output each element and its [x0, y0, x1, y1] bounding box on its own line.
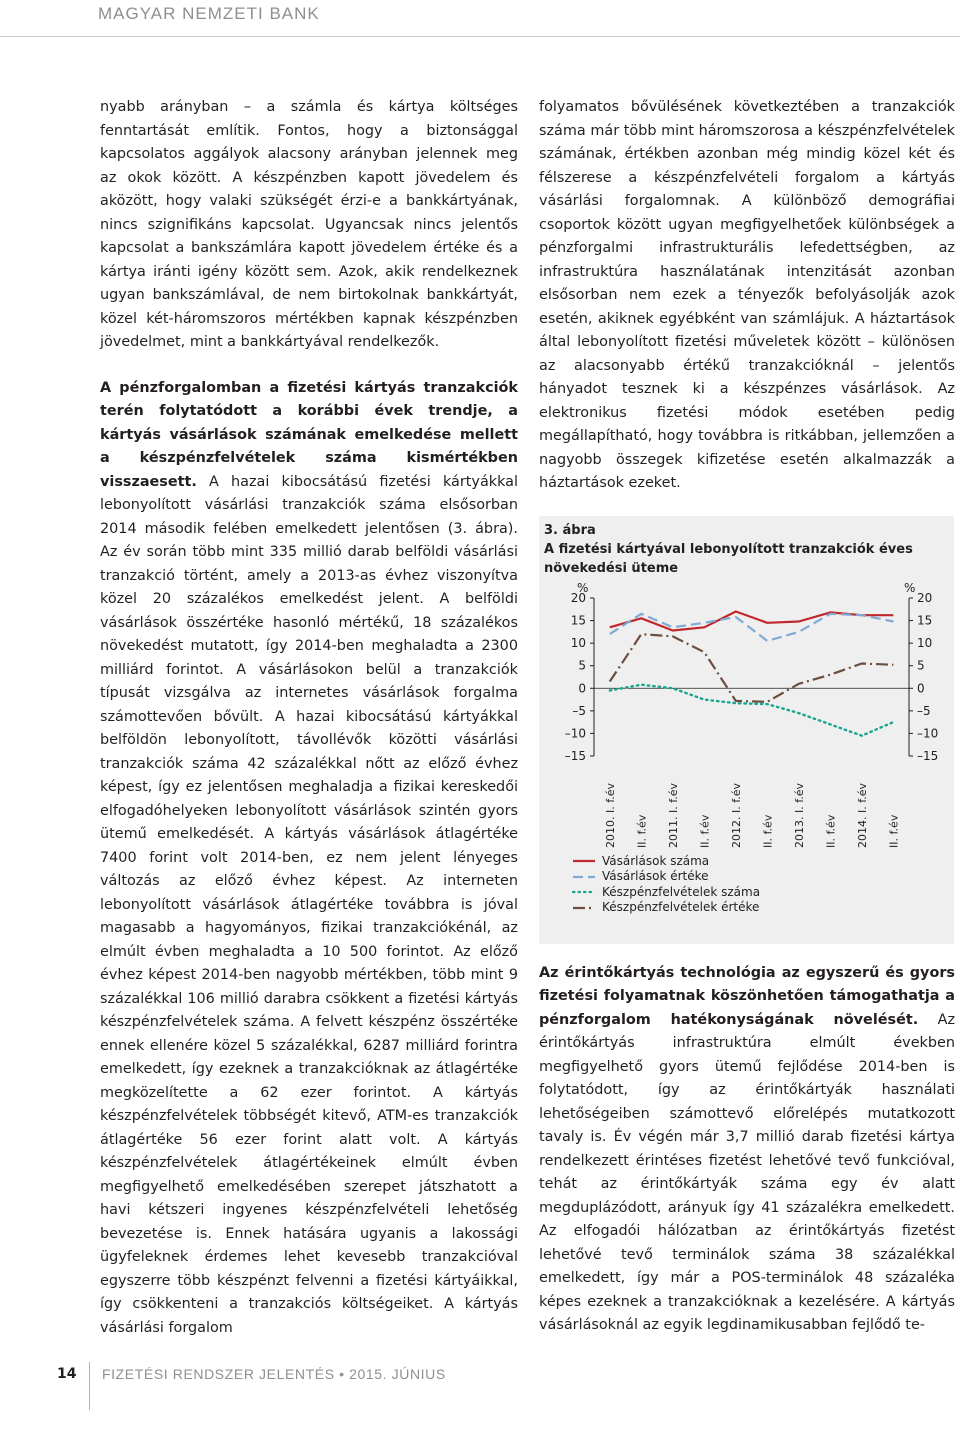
y-tick-label-left: 10: [570, 635, 586, 650]
figure-number: 3. ábra: [544, 522, 596, 538]
left-paragraph-1: nyabb arányban – a számla és kártya költséges fenntartását említik. Fontos, hogy a biztonsággal kapcsolatos aggályok alacsony arányban jelennek meg az okok között. A készpénzben kapott jövedelem és aközött, hogy valaki szükségét érzi-e a bankkártyának, nincs szignifikáns kapcsolat. Ugyancsak nincs jelentős kapcsolat a bankszámlára kapott jövedelem értéke és a kártya iránti igény között sem. Azok, akik rendelkeznek ugyan bankszámlával, de nem birtokolnak bankkártyát, közel két-háromszoros mértékben kapnak készpénzben jövedelmet, mint a bankkártyával rendelkezők.: [100, 99, 518, 350]
right-lead-sentence: Az érintőkártyás technológia az egyszerű és gyors fizetési folyamatnak köszönhetően támogathatja a pénzforgalom hatékonyságának növelését.: [539, 964, 955, 1028]
y-tick-label-right: 10: [917, 635, 933, 650]
series-line-4: [610, 634, 894, 702]
page-footer: [0, 1362, 960, 1412]
x-tick-label: 2013. I. f.év: [792, 782, 806, 848]
y-tick-label-right: 20: [917, 590, 933, 605]
y-tick-label-left: 15: [570, 613, 586, 628]
chart-legend: [572, 854, 760, 916]
series-line-3: [610, 684, 894, 735]
y-tick-label-left: 20: [570, 590, 586, 605]
paragraph-gap: [100, 355, 518, 377]
brand-name: MAGYAR NEMZETI BANK: [98, 4, 320, 23]
x-tick-label: 2014. I. f.év: [855, 782, 869, 848]
legend-item: [572, 885, 760, 901]
y-tick-label-left: –15: [564, 748, 586, 763]
x-tick-label: 2012. I. f.év: [729, 782, 743, 848]
y-tick-label-left: 5: [578, 658, 586, 673]
y-unit-left: %: [577, 580, 589, 595]
legend-swatch: [572, 903, 596, 913]
legend-item: [572, 869, 760, 885]
header-rule: [0, 36, 960, 37]
y-tick-label-right: –15: [917, 748, 939, 763]
left-lead-sentence: A pénzforgalomban a fizetési kártyás tranzakciók terén folytatódott a korábbi évek trendje, a kártyás vásárlások számának emelkedése mellett a készpénzfelvételek száma kismértékben visszaesett.: [100, 379, 518, 490]
left-column: [100, 96, 518, 1340]
y-tick-label-right: 5: [917, 658, 925, 673]
legend-label: Vásárlások száma: [602, 853, 710, 868]
x-tick-label: II. f.év: [887, 814, 901, 848]
legend-item: [572, 900, 760, 916]
page-header: [0, 0, 960, 38]
legend-label: Készpénzfelvételek értéke: [602, 900, 760, 914]
right-column: [539, 96, 955, 1338]
y-tick-label-left: 0: [578, 680, 586, 695]
y-unit-right: %: [904, 580, 916, 595]
page-number: 14: [57, 1366, 77, 1382]
growth-line-chart: [539, 574, 954, 854]
x-tick-label: II. f.év: [698, 814, 712, 848]
paragraph-gap: [539, 944, 955, 962]
x-tick-label: 2011. I. f.év: [666, 782, 680, 848]
footer-divider: [89, 1362, 90, 1410]
figure-3: [539, 516, 954, 944]
y-tick-label-right: 15: [917, 613, 933, 628]
y-tick-label-left: –5: [572, 703, 586, 718]
y-tick-label-left: –10: [564, 725, 586, 740]
x-tick-label: II. f.év: [824, 814, 838, 848]
legend-label: Készpénzfelvételek száma: [602, 884, 761, 899]
x-tick-label: II. f.év: [635, 814, 649, 848]
right-paragraph-2: [539, 962, 955, 1338]
y-tick-label-right: –5: [917, 703, 931, 718]
right-paragraph-1: folyamatos bővülésének következtében a tranzakciók száma már több mint háromszorosa a készpénzfelvételek számának, értékben azonban még mindig közel két és félszerese a készpénzfelvételi forgalom a kártyás vásárlási forgalomnak. A különböző demográfiai csoportok között ugyan megfigyelhetőek különbségek a pénzforgalmi infrastrukturális lefedettségben, az infrastruktúra használatának intenzitását azonban elsősorban nem ezek a tényezők befolyásolják azok esetén, akiknek egyébként van számlájuk. A háztartások által lebonyolított fizetési műveletek között – különösen az alacsonyabb értékű tranzakcióknál – jelentős hányadot tesznek ki a készpénzes vásárlások. Az elektronikus fizetési módok esetében pedig megállapítható, hogy továbbra is ritkábban, jellemzően a nagyobb összegek kifizetése esetén alkalmazzák a háztartások ezeket.: [539, 99, 955, 491]
legend-item: [572, 854, 760, 870]
left-paragraph-2: [100, 377, 518, 1341]
left-paragraph-2-body: A hazai kibocsátású fizetési kártyákkal lebonyolított vásárlási tranzakciók száma elsősorban 2014 második felében emelkedett jelentősen (3. ábra). Az év során több mint 335 millió darab belföldi vásárlási tranzakció történt, amely a 2013-as évhez viszonyítva közel 20 százalékos emelkedést jelent. A belföldi vásárlások összértéke hasonló mértékű, 18 százalékos növekedést mutatott, így 2014-ben meghaladta a 2300 milliárd forintot. A vásárlásokon belül a tranzakciók típusát vizsgálva az internetes vásárlások forgalma számottevően bővült. A hazai kibocsátású kártyákkal belföldön lebonyolított, távollévők közötti vásárlási tranzakciók száma 42 százalékkal nőtt az előző évhez képest, így ez jelentősen meghaladja a fizikai kereskedői elfogadóhelyeken lebonyolított vásárlások szintén gyors ütemű emelkedését. A kártyás vásárlások átlagértéke 7400 forint volt 2014-ben, ez nem jelent lényeges változás az előző évhez képest. Az interneten lebonyolított vásárlások átlagértéke továbbra is jóval magasabb a hagyományos, fizikai tranzakciókénál, az elmúlt évben meghaladta a 10 500 forintot. Az előző évhez képest 2014-ben nagyobb mértékben, több mint 9 százalékkal 106 millió darabra csökkent a fizetési kártyás készpénzfelvételek száma. A felvett készpénz összértéke ennek ellenére közel 5 százalékkal, 6287 milliárd forintra emelkedett, így ezeknek a tranzakcióknak az átlagértéke megközelítette a 62 ezer forintot. A kártyás készpénzfelvételek többségét kitevő, ATM-es tranzakciók átlagértéke 56 ezer forint alatt volt. A kártyás készpénzfelvételek átlagértékeinek elmúlt évben megfigyelhető emelkedésében szerepet játszhatott a havi kétszeri ingyenes készpénzfelvételi lehetőség bevezetése is. Ennek hatására ugyanis a lakossági ügyfeleknek érdemes lehet kevesebb tranzakcióval egyszerre több készpénzt felvenni a fizetési kártyáikkal, így csökkenteni a tranzakciós költségeiket. A kártyás vásárlási forgalom: [100, 473, 518, 1336]
legend-label: Vásárlások értéke: [602, 869, 709, 883]
x-tick-label: 2010. I. f.év: [603, 782, 617, 848]
right-paragraph-2-body: Az érintőkártyás infrastruktúra elmúlt években megfigyelhető gyors ütemű fejlődése 2014-ben is folytatódott, így az érintőkártyák használati lehetőségeiben számottevő előrelépés mutatkozott tavaly is. Év végén már 3,7 millió darab fizetési kártya rendelkezett érintéses fizetést lehetővé tevő funkcióval, tehát az érintőkártyák száma egy év alatt megduplázódott, arányuk így 41 százalékra emelkedett. Az elfogadói hálózatban az érintőkártyás fizetést lehetővé tevő terminálok száma 38 százalékkal emelkedett, így már a POS-terminálok 48 százaléka képes ezeknek a tranzakcióknak a kezelésére. A kártyás vásárlásoknál az egyik legdinamikusabban fejlődő te-: [539, 1011, 955, 1333]
publication-title: FIZETÉSI RENDSZER JELENTÉS • 2015. JÚNIUS: [102, 1366, 446, 1382]
y-tick-label-right: 0: [917, 680, 925, 695]
y-tick-label-right: –10: [917, 725, 939, 740]
legend-swatch: [572, 872, 596, 882]
x-tick-label: II. f.év: [761, 814, 775, 848]
legend-swatch: [572, 887, 596, 897]
figure-title: A fizetési kártyával lebonyolított tranzakciók éves növekedési üteme: [544, 541, 913, 576]
legend-swatch: [572, 856, 596, 866]
